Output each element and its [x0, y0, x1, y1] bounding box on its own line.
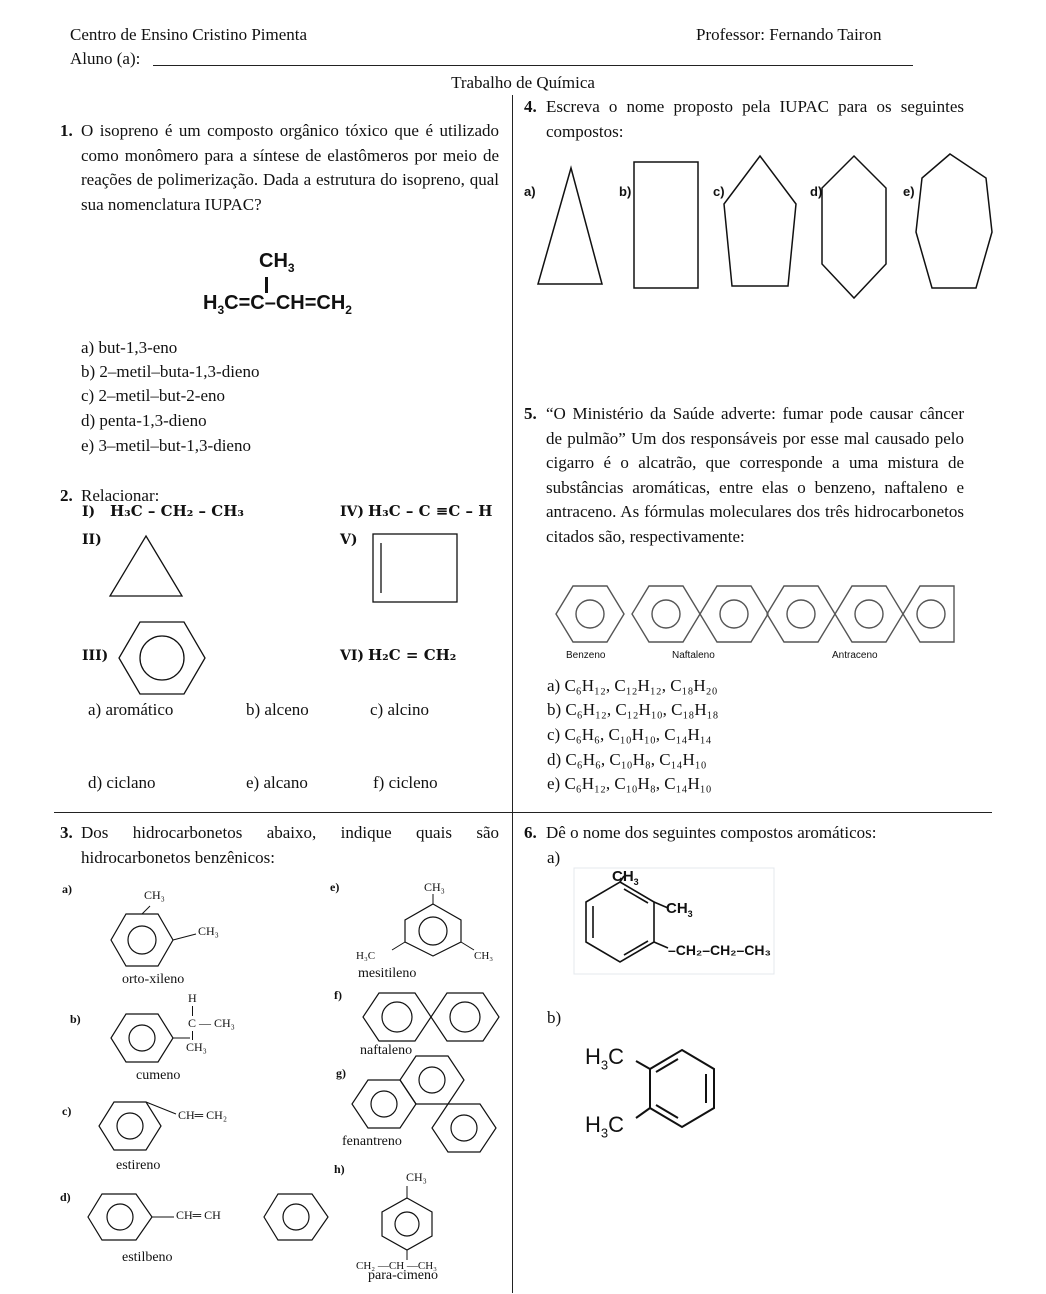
- q1-option-a[interactable]: a) but-1,3-eno: [81, 338, 178, 357]
- q5-option-c-formula: C₆H₆, C₁₀H₁₀, C₁₄H₁₄: [564, 725, 712, 744]
- naftaleno-structure: [362, 992, 502, 1042]
- q5-text: “O Ministério da Saúde adverte: fumar pode causar câncer de pulmão” Um dos responsáveis por esse mal causado pelo cigarro é o alcatrão, que corresponde a uma mistura de substâncias aromáticas, entre elas o benzeno, naftaleno e antraceno. As fórmulas moleculares dos três hidrocarbonetos citados são, respectivamente:: [546, 404, 964, 546]
- q3-letter-e: e): [330, 880, 340, 894]
- cumeno-bond-top: [192, 1006, 193, 1016]
- orto-xileno-ch3-side: CH₃: [198, 924, 219, 938]
- q2-formula-vi: H₂C = CH₂: [368, 646, 457, 664]
- q5-option-d[interactable]: [547, 748, 707, 773]
- q2-formula-i: H₃C – CH₂ – CH₃: [110, 502, 244, 520]
- q2-label-vi: VI): [340, 648, 365, 664]
- q3-text: Dos hidrocarbonetos abaixo, indique quais são hidrocarbonetos benzênicos:: [81, 823, 499, 867]
- q4-hexagon: [820, 154, 888, 300]
- q3-letter-d: d): [60, 1190, 71, 1204]
- q3-letter-g: g): [336, 1066, 346, 1080]
- q3-name-d: estilbeno: [122, 1250, 173, 1265]
- q5-option-d-formula: C₆H₆, C₁₀H₈, C₁₄H₁₀: [565, 750, 707, 769]
- teacher-name: Professor: Fernando Tairon: [696, 25, 882, 44]
- column-divider: [512, 95, 513, 1293]
- q3-name-f: naftaleno: [360, 1043, 413, 1058]
- q6b-h3c-top-sub: 3: [600, 1057, 609, 1073]
- q1-option-c[interactable]: c) 2–metil–but-2-eno: [81, 386, 225, 405]
- iso-chain: C=C–CH=CH: [224, 292, 346, 314]
- q4-letter-e: e): [903, 184, 915, 199]
- cumeno-h: H: [188, 991, 197, 1005]
- q5-option-b[interactable]: [547, 698, 718, 723]
- q3-name-g: fenantreno: [342, 1134, 402, 1149]
- cyclobutene-structure: [372, 533, 458, 603]
- q2-formula-iv: H₃C – C ≡C – H: [368, 502, 493, 520]
- q4-letter-b: b): [619, 184, 632, 199]
- section-divider-left: [54, 812, 514, 813]
- q4-letter-d: d): [810, 184, 823, 199]
- cumeno-structure: [110, 1012, 174, 1064]
- q6-number: 6.: [524, 823, 537, 842]
- q6b-structure: [626, 1042, 722, 1142]
- q6a-ch3-top-sub: 3: [633, 877, 639, 887]
- q5-option-a-formula: C₆H₁₂, C₁₂H₁₂, C₁₈H₂₀: [564, 676, 718, 695]
- q5-option-a[interactable]: [547, 674, 718, 699]
- q3-letter-a: a): [62, 882, 72, 896]
- fenantreno-structure: [350, 1066, 502, 1166]
- cumeno-bond-bottom: [192, 1031, 193, 1040]
- q5-option-b-formula: C₆H₁₂, C₁₂H₁₀, C₁₈H₁₈: [565, 700, 719, 719]
- para-cimeno-chain: CH₂ —CH —CH₃: [356, 1260, 438, 1272]
- q6-text: Dê o nome dos seguintes compostos aromáticos:: [546, 823, 877, 842]
- q3-letter-h: h): [334, 1162, 345, 1176]
- q3-name-b: cumeno: [136, 1068, 181, 1083]
- q5-option-a-letter: a): [547, 676, 561, 695]
- cumeno-ch3-side: — CH₃: [199, 1016, 235, 1030]
- caption-naftaleno: Naftaleno: [672, 650, 715, 661]
- q5-option-e[interactable]: [547, 772, 712, 797]
- q6a-ch3-mid-sub: 3: [687, 909, 693, 919]
- q6-letter-b: b): [547, 1008, 562, 1027]
- q2-label-ii: II): [82, 532, 102, 548]
- q2-answer-f: f) cicleno: [373, 773, 438, 792]
- q2-label-iv: IV): [340, 504, 365, 520]
- q3-name-h: para-cimeno: [368, 1268, 438, 1283]
- triangle-structure: [108, 534, 184, 598]
- q5-option-e-letter: e): [547, 774, 561, 793]
- orto-xileno-ch3-top: CH₃: [144, 888, 165, 902]
- caption-benzeno: Benzeno: [566, 650, 606, 661]
- q3-letter-b: b): [70, 1012, 81, 1026]
- q2-answer-c: c) alcino: [370, 700, 429, 719]
- isoprene-structure: [197, 244, 397, 334]
- q2-answer-b: b) alceno: [246, 700, 309, 719]
- page-title: Trabalho de Química: [451, 73, 595, 92]
- school-name: Centro de Ensino Cristino Pimenta: [70, 25, 308, 44]
- q5-option-c-letter: c): [547, 725, 561, 744]
- q3-letter-c: c): [62, 1104, 72, 1118]
- iso-h: H: [203, 292, 218, 314]
- para-cimeno-structure: [380, 1186, 434, 1258]
- iso-ch3: CH: [259, 250, 288, 272]
- q1-text: O isopreno é um composto orgânico tóxico que é utilizado como monômero para a síntese de elastômeros por meio de reações de polimerização. Dada a estrutura do isopreno, qual sua nomenclatura IUPAC?: [81, 121, 499, 214]
- q2-text: Relacionar:: [81, 486, 160, 505]
- q2-answer-e: e) alcano: [246, 773, 308, 792]
- q4-pentagon: [722, 154, 798, 290]
- q3-name-c: estireno: [116, 1158, 161, 1173]
- iso-tail-sub: 2: [345, 303, 352, 317]
- cumeno-c: C: [188, 1016, 197, 1030]
- estilbeno-ring-2: [262, 1192, 330, 1242]
- q6a-ch3-top: CH: [612, 868, 634, 885]
- q6b-c-bottom: C: [608, 1112, 625, 1137]
- q3-name-e: mesitileno: [358, 966, 417, 981]
- cumeno-ch3-bottom: CH₃: [186, 1040, 207, 1054]
- student-label: Aluno (a):: [70, 49, 141, 68]
- q2-label-i: I): [82, 504, 96, 520]
- q5-number: 5.: [524, 404, 537, 423]
- q6b-h3c-top: H: [585, 1044, 601, 1069]
- mesitileno-ch3-right: CH₃: [474, 950, 494, 962]
- q1-option-e[interactable]: e) 3–metil–but-1,3-dieno: [81, 436, 251, 455]
- q5-option-c[interactable]: [547, 723, 712, 748]
- estireno-structure: [98, 1100, 164, 1152]
- section-divider-right: [512, 812, 992, 813]
- aromatics-structures: [556, 584, 956, 646]
- iso-bond: [265, 277, 268, 293]
- iso-ch3-sub: 3: [287, 261, 295, 275]
- student-name-line[interactable]: [153, 65, 913, 66]
- q4-number: 4.: [524, 97, 537, 116]
- q6b-c-top: C: [608, 1044, 625, 1069]
- q6a-ch3-mid: CH: [666, 900, 688, 917]
- q5-option-d-letter: d): [547, 750, 562, 769]
- q6a-structure: [574, 868, 774, 974]
- q1-option-b[interactable]: b) 2–metil–buta-1,3-dieno: [81, 362, 260, 381]
- estilbeno-ring-1: [86, 1192, 154, 1242]
- q6b-h3c-bottom: H: [585, 1112, 601, 1137]
- para-cimeno-ch3: CH₃: [406, 1170, 427, 1184]
- q2-number: 2.: [60, 486, 73, 505]
- q2-label-iii: III): [82, 648, 109, 664]
- q2-answer-d: d) ciclano: [88, 773, 156, 792]
- q5-option-e-formula: C₆H₁₂, C₁₀H₈, C₁₄H₁₀: [564, 774, 712, 793]
- q3-letter-f: f): [334, 988, 342, 1002]
- estireno-vinyl: CH═ CH₂: [178, 1108, 228, 1122]
- caption-antraceno: Antraceno: [832, 650, 878, 661]
- mesitileno-ch3-top: CH₃: [424, 880, 445, 894]
- q6a-side-chain: –CH₂–CH₂–CH₃: [668, 942, 771, 958]
- q4-heptagon: [914, 152, 994, 296]
- benzene-structure: [118, 620, 206, 696]
- q3-number: 3.: [60, 823, 73, 842]
- q4-text: Escreva o nome proposto pela IUPAC para os seguintes compostos:: [546, 97, 964, 141]
- mesitileno-structure: [398, 894, 468, 958]
- q3-name-a: orto-xileno: [122, 972, 185, 987]
- q4-letter-c: c): [713, 184, 725, 199]
- q4-triangle: [536, 166, 604, 286]
- q2-answer-a: a) aromático: [88, 700, 174, 719]
- mesitileno-h3c: H₃C: [356, 950, 376, 962]
- q4-square: [632, 160, 700, 290]
- q1-number: 1.: [60, 121, 73, 140]
- iso-h-sub: 3: [217, 303, 225, 317]
- estilbeno-bridge: CH═ CH: [176, 1208, 221, 1222]
- q6b-h3c-bottom-sub: 3: [600, 1125, 609, 1141]
- q1-option-d[interactable]: d) penta-1,3-dieno: [81, 411, 207, 430]
- orto-xileno-structure: [110, 912, 174, 968]
- q4-letter-a: a): [524, 184, 536, 199]
- q5-option-b-letter: b): [547, 700, 562, 719]
- q6-letter-a: a): [547, 848, 561, 867]
- q2-label-v: V): [340, 532, 358, 548]
